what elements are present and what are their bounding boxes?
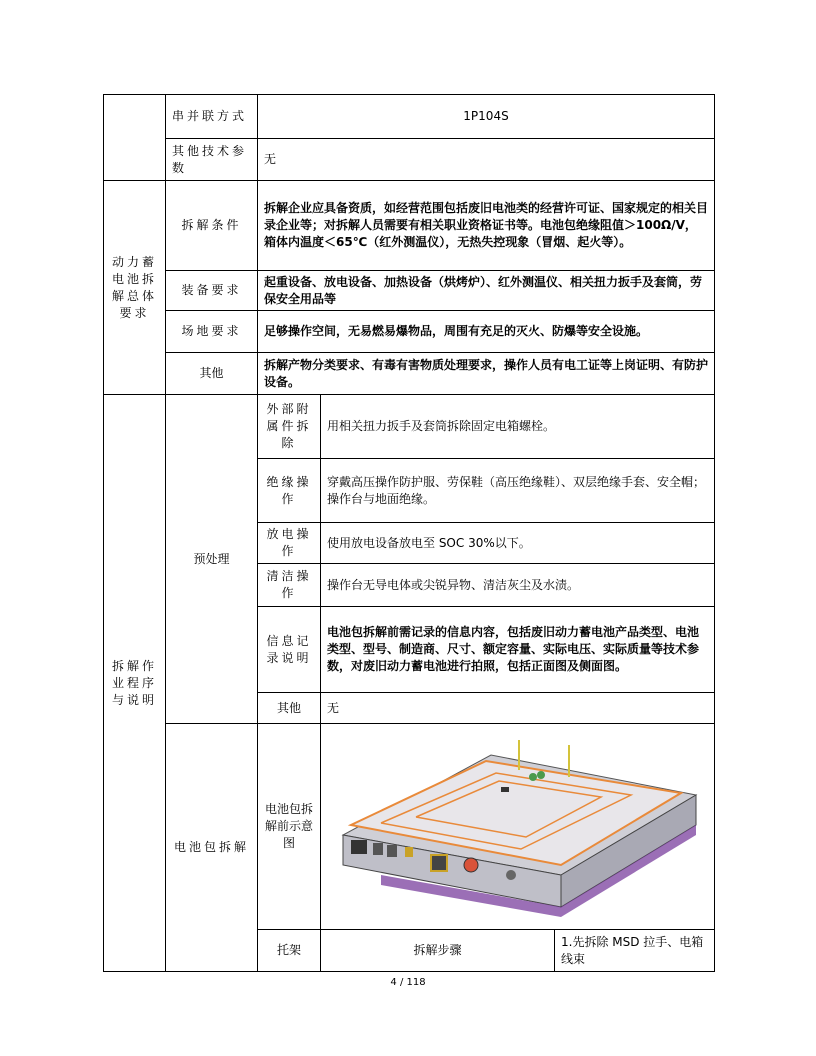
sub-label-external-parts: 外部附属件拆除 — [258, 395, 321, 459]
row-value-site: 足够操作空间，无易燃易爆物品，周围有充足的灭火、防爆等安全设施。 — [258, 311, 715, 353]
blank-section-cell — [104, 95, 166, 181]
insulation-line-2: 操作台与地面绝缘。 — [327, 491, 436, 506]
row-label-other-1: 其他 — [166, 353, 258, 395]
sub-label-info-record: 信息记录说明 — [258, 607, 321, 693]
sub-label-cleaning: 清洁操作 — [258, 564, 321, 607]
sub-label-tray: 托架 — [258, 930, 321, 972]
sub-label-other-2: 其他 — [258, 693, 321, 724]
row-label-preprocessing: 预处理 — [166, 395, 258, 724]
row-label-equipment: 装备要求 — [166, 271, 258, 311]
row-label-other-params: 其他技术参数 — [166, 139, 258, 181]
sub-label-pack-diagram: 电池包拆解前示意图 — [258, 724, 321, 930]
steps-header: 拆解步骤 — [321, 930, 555, 972]
sub-label-discharge: 放电操作 — [258, 523, 321, 564]
sub-value-other-2: 无 — [321, 693, 715, 724]
document-table — [103, 94, 715, 972]
row-label-site: 场地要求 — [166, 311, 258, 353]
row-value-conditions: 拆解企业应具备资质，如经营范围包括废旧电池类的经营许可证、国家规定的相关目录企业等；对拆解人员需要有相关职业资格证书等。电池包绝缘阻值＞100Ω/V，箱体内温度＜65℃（红外测温仪），无热失控现象（冒烟、起火等）。 — [258, 181, 715, 271]
section-title-procedure: 拆解作业程序与说明 — [104, 395, 166, 972]
insulation-line-1: 穿戴高压操作防护服、劳保鞋（高压绝缘鞋）、双层绝缘手套、安全帽； — [327, 474, 706, 489]
row-value-series-parallel: 1P104S — [258, 95, 715, 139]
battery-pack-illustration — [321, 725, 713, 929]
sub-label-insulation: 绝缘操作 — [258, 459, 321, 523]
section-title-general-requirements: 动力蓄电池拆解总体要求 — [104, 181, 166, 395]
step-1: 1.先拆除 MSD 拉手、电箱线束 — [555, 930, 715, 972]
row-value-other-params: 无 — [258, 139, 715, 181]
sub-value-info-record: 电池包拆解前需记录的信息内容，包括废旧动力蓄电池产品类型、电池类型、型号、制造商、尺寸、额定容量、实际电压、实际质量等技术参数，对废旧动力蓄电池进行拍照，包括正面图及侧面图。 — [321, 607, 715, 693]
sub-value-insulation — [321, 459, 715, 523]
page-number: 4 / 118 — [390, 977, 426, 988]
row-value-equipment: 起重设备、放电设备、加热设备（烘烤炉）、红外测温仪、相关扭力扳手及套筒，劳保安全用品等 — [258, 271, 715, 311]
sub-value-cleaning: 操作台无导电体或尖锐异物、清洁灰尘及水渍。 — [321, 564, 715, 607]
pack-diagram-cell — [321, 724, 715, 930]
row-value-other-1: 拆解产物分类要求、有毒有害物质处理要求，操作人员有电工证等上岗证明、有防护设备。 — [258, 353, 715, 395]
row-label-series-parallel: 串并联方式 — [166, 95, 258, 139]
sub-value-discharge: 使用放电设备放电至 SOC 30%以下。 — [321, 523, 715, 564]
row-label-conditions: 拆解条件 — [166, 181, 258, 271]
sub-value-external-parts: 用相关扭力扳手及套筒拆除固定电箱螺栓。 — [321, 395, 715, 459]
row-label-pack-disassembly: 电池包拆解 — [166, 724, 258, 972]
